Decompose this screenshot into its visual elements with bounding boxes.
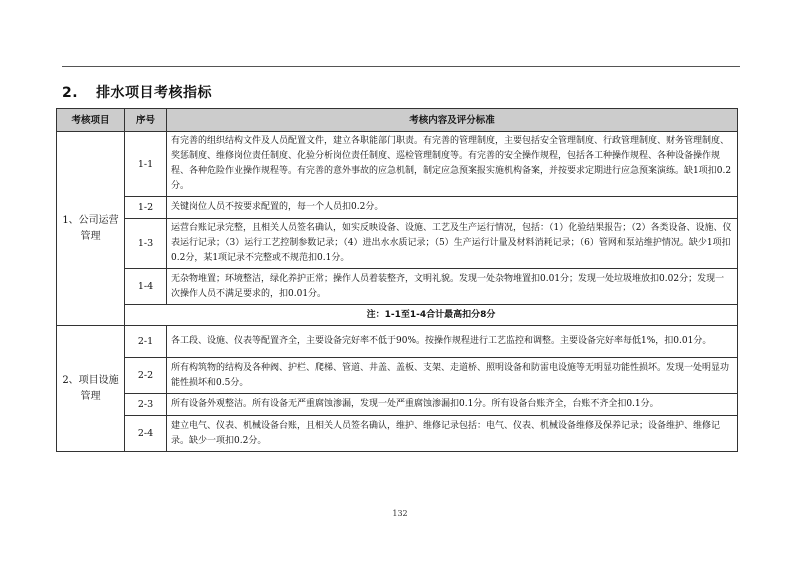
table-header-row [57,109,738,132]
seq-cell: 1-4 [125,269,167,305]
seq-cell: 1-1 [125,132,167,197]
header-seq: 序号 [125,109,167,132]
content-cell: 无杂物堆置；环境整洁，绿化养护正常；操作人员着装整齐，文明礼貌。发现一处杂物堆置扣0.01分；发现一处垃圾堆放扣0.02分；发现一次操作人员不满足要求的，扣0.01分。 [167,269,738,305]
content-cell: 关键岗位人员不按要求配置的，每一个人员扣0.2分。 [167,197,738,219]
header-content: 考核内容及评分标准 [167,109,738,132]
seq-cell: 2-2 [125,358,167,394]
seq-cell: 1-3 [125,219,167,269]
table-row [57,416,738,452]
section-number: 2. [62,85,79,101]
table-row [57,326,738,358]
table-row [57,394,738,416]
table-row [57,132,738,197]
table-row [57,269,738,305]
note-cell: 注：1-1至1-4合计最高扣分8分 [125,305,738,326]
content-cell: 运营台账记录完整，且相关人员签名确认，如实反映设备、设施、工艺及生产运行情况，包括：（1）化验结果报告；（2）各类设备、设施、仪表运行记录；（3）运行工艺控制参数记录；（4）进出水水质记录；（5）生产运行计量及材料消耗记录；（6）管网和泵站维护情况。缺少1项扣0.2分，某1项记录不完整或不规范扣0.1分。 [167,219,738,269]
section-heading [62,82,212,102]
content-cell: 所有设备外观整洁。所有设备无严重腐蚀渗漏，发现一处严重腐蚀渗漏扣0.1分。所有设备台账齐全，台账不齐全扣0.1分。 [167,394,738,416]
content-cell: 所有构筑物的结构及各种阀、护栏、爬梯、管道、井盖、盖板、支架、走道桥、照明设备和防雷电设施等无明显功能性损坏。发现一处明显功能性损坏和0.5分。 [167,358,738,394]
category-cell: 2、项目设施管理 [57,326,125,452]
category-cell: 1、公司运营管理 [57,132,125,326]
note-row [57,305,738,326]
page-number: 132 [392,509,408,518]
section-title: 排水项目考核指标 [96,85,213,101]
content-cell: 建立电气、仪表、机械设备台账，且相关人员签名确认，维护、维修记录包括：电气、仪表、机械设备维修及保养记录；设备维护、维修记录。缺少一项扣0.2分。 [167,416,738,452]
table-row [57,197,738,219]
header-category: 考核项目 [57,109,125,132]
seq-cell: 2-1 [125,326,167,358]
seq-cell: 2-4 [125,416,167,452]
seq-cell: 2-3 [125,394,167,416]
seq-cell: 1-2 [125,197,167,219]
table-row [57,219,738,269]
assessment-table [56,108,738,452]
content-cell: 各工段、设施、仪表等配置齐全，主要设备完好率不低于90%。按操作规程进行工艺监控和调整。主要设备完好率每低1%，扣0.01分。 [167,326,738,358]
header-rule [62,66,740,67]
content-cell: 有完善的组织结构文件及人员配置文件，建立各职能部门职责。有完善的管理制度，主要包括安全管理制度、行政管理制度、财务管理制度、奖惩制度、维修岗位责任制度、化验分析岗位责任制度、巡检管理制度等。有完善的安全操作规程，包括各工种操作规程、各种设备操作规程、各种危险作业操作规程等。有完善的意外事故的应急机制，制定应急预案报实施机构备案，并按要求定期进行应急预案演练。缺1项扣0.2分。 [167,132,738,197]
table-row [57,358,738,394]
